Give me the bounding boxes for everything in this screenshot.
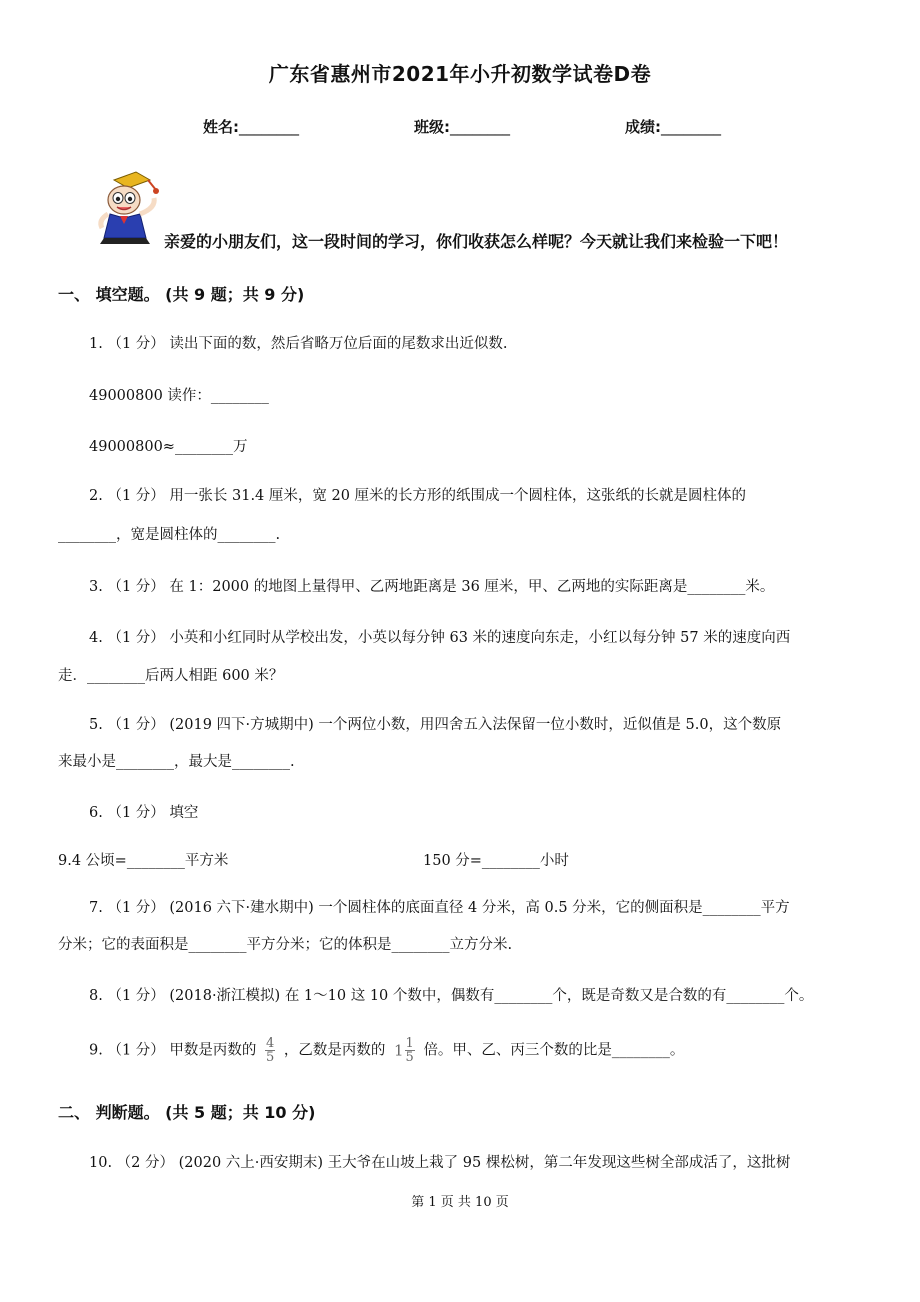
score-field bbox=[625, 116, 721, 137]
fraction-denominator: 5 bbox=[405, 1050, 414, 1065]
question-1-line-1: 49000800 读作：________ bbox=[89, 388, 269, 404]
question-1-line-2: 49000800≈________万 bbox=[89, 439, 248, 455]
question-5-line-1: 5. （1 分） (2019 四下·方城期中) 一个两位小数，用四舍五入法保留一位小数时，近似值是 5.0，这个数原 bbox=[89, 717, 782, 733]
section-1-heading: 一、 填空题。 (共 9 题；共 9 分) bbox=[58, 285, 305, 304]
fraction-denominator: 5 bbox=[266, 1050, 275, 1065]
question-4-line-1: 4. （1 分） 小英和小红同时从学校出发，小英以每分钟 63 米的速度向东走，小红以每分钟 57 米的速度向西 bbox=[89, 630, 791, 646]
greeting-text: 亲爱的小朋友们，这一段时间的学习，你们收获怎么样呢？今天就让我们来检验一下吧！ bbox=[164, 232, 789, 251]
class-field bbox=[414, 116, 510, 137]
fraction-four-fifths bbox=[265, 1037, 275, 1064]
question-4-line-2: 走．________后两人相距 600 米？ bbox=[58, 668, 284, 684]
question-2-line-2: ________，宽是圆柱体的________. bbox=[58, 527, 281, 543]
question-9-part-2: ，乙数是丙数的 bbox=[283, 1042, 386, 1059]
question-10-line-1: 10. （2 分） (2020 六上·西安期末) 王大爷在山坡上栽了 95 棵松树，第二年发现这些树全部成活了，这批树 bbox=[89, 1155, 791, 1171]
question-5-line-2: 来最小是________，最大是________. bbox=[58, 754, 295, 770]
question-9-part-1: 9. （1 分） 甲数是丙数的 bbox=[89, 1042, 257, 1059]
cartoon-mascot-image bbox=[90, 168, 170, 246]
question-3-line-1: 3. （1 分） 在 1：2000 的地图上量得甲、乙两地距离是 36 厘米，甲、乙两地的实际距离是________米。 bbox=[89, 579, 775, 595]
question-6-right: 150 分=________小时 bbox=[423, 853, 569, 869]
mixed-number-one-and-one-fifth bbox=[394, 1037, 415, 1064]
fraction-numerator: 4 bbox=[266, 1036, 275, 1051]
question-7-line-1: 7. （1 分） (2016 六下·建水期中) 一个圆柱体的底面直径 4 分米，高 0.5 分米，它的侧面积是________平方 bbox=[89, 900, 790, 916]
question-2-line-1: 2. （1 分） 用一张长 31.4 厘米，宽 20 厘米的长方形的纸围成一个圆柱体，这张纸的长就是圆柱体的 bbox=[89, 488, 747, 504]
page-title: 广东省惠州市2021年小升初数学试卷D卷 bbox=[268, 62, 652, 86]
class-label: 班级: bbox=[414, 118, 450, 136]
mixed-whole: 1 bbox=[394, 1041, 404, 1060]
mixed-fraction bbox=[405, 1037, 415, 1064]
page-footer: 第 1 页 共 10 页 bbox=[411, 1195, 509, 1210]
section-2-heading: 二、 判断题。 (共 5 题；共 10 分) bbox=[58, 1103, 316, 1122]
name-field bbox=[203, 116, 299, 137]
question-8-line-1: 8. （1 分） (2018·浙江模拟) 在 1～10 这 10 个数中，偶数有________个，既是奇数又是合数的有________个。 bbox=[89, 988, 814, 1004]
score-label: 成绩: bbox=[625, 118, 661, 136]
question-6-left: 9.4 公顷=________平方米 bbox=[58, 853, 229, 869]
question-6-stem: 6. （1 分） 填空 bbox=[89, 805, 199, 821]
question-9 bbox=[89, 1037, 684, 1064]
class-blank: ________ bbox=[450, 118, 510, 136]
question-1-stem: 1. （1 分） 读出下面的数，然后省略万位后面的尾数求出近似数. bbox=[89, 336, 508, 352]
name-label: 姓名: bbox=[203, 118, 239, 136]
score-blank: ________ bbox=[661, 118, 721, 136]
name-blank: ________ bbox=[239, 118, 299, 136]
question-9-part-3: 倍。甲、乙、丙三个数的比是________。 bbox=[423, 1042, 685, 1059]
question-7-line-2: 分米；它的表面积是________平方分米；它的体积是________立方分米. bbox=[58, 937, 513, 953]
fraction-numerator: 1 bbox=[405, 1036, 414, 1051]
